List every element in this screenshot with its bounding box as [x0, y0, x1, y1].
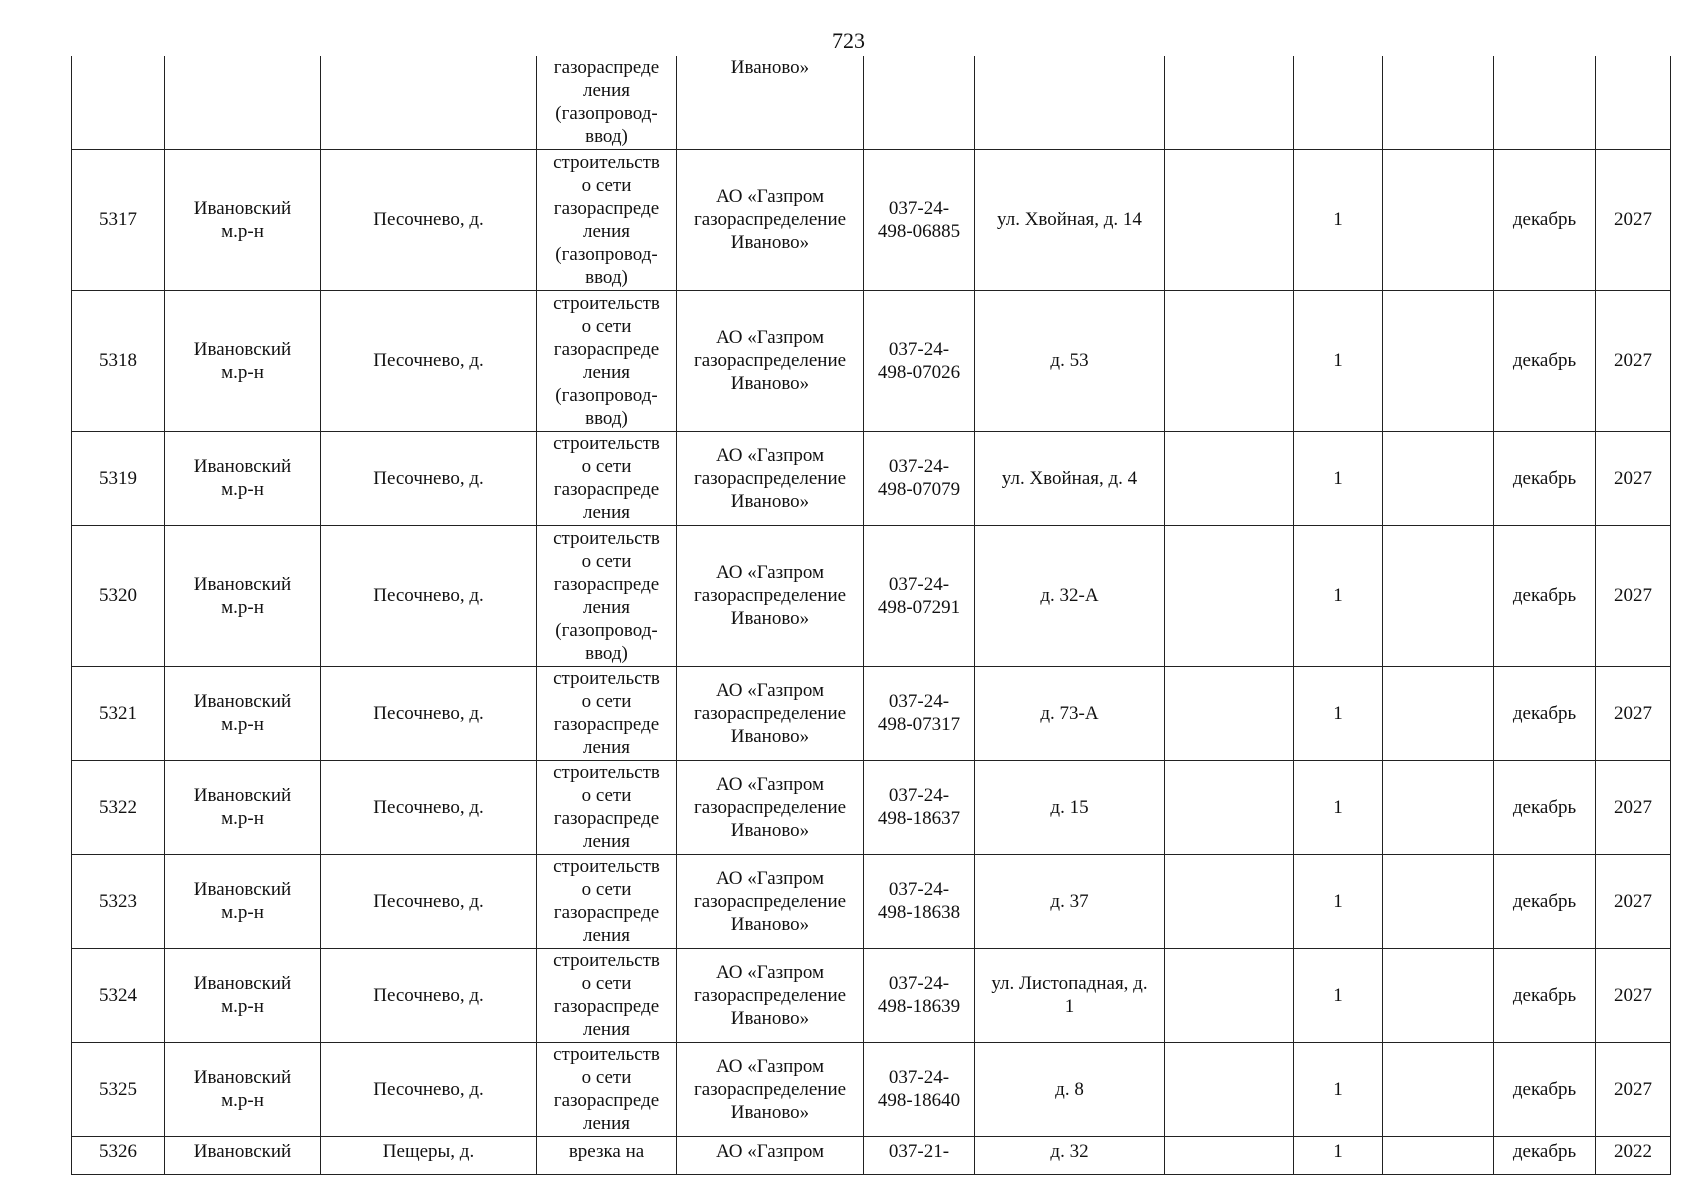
cell-empty-2: [1383, 666, 1494, 760]
cell-work-type: строительств о сети газораспреде ления: [537, 666, 677, 760]
cell-settlement: Песочнево, д.: [321, 666, 537, 760]
cell-settlement: Песочнево, д.: [321, 948, 537, 1042]
cell-empty-1: [1165, 525, 1294, 666]
cell-settlement: Песочнево, д.: [321, 149, 537, 290]
table-row: [72, 760, 1671, 854]
cell-code: 037-24- 498-18639: [864, 948, 975, 1042]
cell-month: декабрь: [1494, 948, 1596, 1042]
cell-code: 037-24- 498-07317: [864, 666, 975, 760]
cell-empty-2: [1383, 431, 1494, 525]
cell-organization: АО «Газпром: [677, 1136, 864, 1174]
cell-qty: 1: [1294, 948, 1383, 1042]
cell-settlement: Песочнево, д.: [321, 854, 537, 948]
cell-qty: 1: [1294, 1136, 1383, 1174]
cell-address: д. 37: [975, 854, 1165, 948]
cell-work-type: строительств о сети газораспреде ления: [537, 854, 677, 948]
cell-num: 5324: [72, 948, 165, 1042]
cell-qty: 1: [1294, 760, 1383, 854]
cell-empty-1: [1165, 1042, 1294, 1136]
cell-work-type: строительств о сети газораспреде ления: [537, 760, 677, 854]
cell-num: 5320: [72, 525, 165, 666]
cell-month: декабрь: [1494, 1136, 1596, 1174]
cell-empty-2: [1383, 948, 1494, 1042]
cell-settlement: Песочнево, д.: [321, 290, 537, 431]
cell-district: Ивановский м.р-н: [165, 290, 321, 431]
cell-year: 2027: [1596, 760, 1671, 854]
cell-qty: 1: [1294, 854, 1383, 948]
table-row: [72, 854, 1671, 948]
cell-num: 5323: [72, 854, 165, 948]
cell-work-type: строительств о сети газораспреде ления: [537, 948, 677, 1042]
cell-district: Ивановский м.р-н: [165, 1042, 321, 1136]
cell-qty: 1: [1294, 431, 1383, 525]
table-row: [72, 1042, 1671, 1136]
cell-month: декабрь: [1494, 760, 1596, 854]
cell-district: Ивановский м.р-н: [165, 431, 321, 525]
cell-year: 2027: [1596, 525, 1671, 666]
cell-work-type: врезка на: [537, 1136, 677, 1174]
cell-month: декабрь: [1494, 149, 1596, 290]
cell-empty-1: [1165, 948, 1294, 1042]
cell-year: 2027: [1596, 854, 1671, 948]
cell-qty: [1294, 56, 1383, 149]
cell-empty-1: [1165, 854, 1294, 948]
table-row: [72, 290, 1671, 431]
cell-empty-1: [1165, 56, 1294, 149]
cell-code: 037-24- 498-06885: [864, 149, 975, 290]
cell-empty-1: [1165, 760, 1294, 854]
cell-code: 037-24- 498-18637: [864, 760, 975, 854]
cell-settlement: Песочнево, д.: [321, 525, 537, 666]
cell-settlement: Песочнево, д.: [321, 431, 537, 525]
cell-district: Ивановский м.р-н: [165, 525, 321, 666]
cell-work-type: строительств о сети газораспреде ления: [537, 431, 677, 525]
cell-address: ул. Листопадная, д. 1: [975, 948, 1165, 1042]
cell-num: 5325: [72, 1042, 165, 1136]
cell-month: декабрь: [1494, 1042, 1596, 1136]
table-row: [72, 431, 1671, 525]
cell-district: Ивановский м.р-н: [165, 149, 321, 290]
cell-organization: АО «Газпром газораспределение Иваново»: [677, 149, 864, 290]
cell-empty-1: [1165, 149, 1294, 290]
cell-month: декабрь: [1494, 290, 1596, 431]
table-row: [72, 1136, 1671, 1174]
cell-empty-1: [1165, 666, 1294, 760]
cell-year: 2027: [1596, 666, 1671, 760]
cell-settlement: Пещеры, д.: [321, 1136, 537, 1174]
cell-num: 5326: [72, 1136, 165, 1174]
cell-empty-1: [1165, 290, 1294, 431]
cell-qty: 1: [1294, 666, 1383, 760]
cell-empty-1: [1165, 1136, 1294, 1174]
cell-district: Ивановский: [165, 1136, 321, 1174]
cell-year: 2027: [1596, 431, 1671, 525]
cell-empty-2: [1383, 56, 1494, 149]
cell-code: 037-24- 498-07079: [864, 431, 975, 525]
cell-district: Ивановский м.р-н: [165, 854, 321, 948]
cell-code: [864, 56, 975, 149]
cell-empty-2: [1383, 290, 1494, 431]
cell-organization: Иваново»: [677, 56, 864, 149]
cell-organization: АО «Газпром газораспределение Иваново»: [677, 948, 864, 1042]
cell-empty-2: [1383, 760, 1494, 854]
cell-address: ул. Хвойная, д. 14: [975, 149, 1165, 290]
page-number: 723: [832, 28, 865, 53]
cell-month: [1494, 56, 1596, 149]
gas-connection-table: [71, 56, 1671, 1175]
table-row: [72, 666, 1671, 760]
cell-num: 5318: [72, 290, 165, 431]
cell-address: д. 73-А: [975, 666, 1165, 760]
table-row-continued: [72, 56, 1671, 149]
cell-year: [1596, 56, 1671, 149]
cell-year: 2022: [1596, 1136, 1671, 1174]
cell-num: 5321: [72, 666, 165, 760]
cell-code: 037-24- 498-18640: [864, 1042, 975, 1136]
cell-work-type: газораспреде ления (газопровод- ввод): [537, 56, 677, 149]
cell-work-type: строительств о сети газораспреде ления (газопровод- ввод): [537, 525, 677, 666]
cell-num: 5317: [72, 149, 165, 290]
cell-year: 2027: [1596, 149, 1671, 290]
cell-qty: 1: [1294, 149, 1383, 290]
cell-num: 5322: [72, 760, 165, 854]
cell-qty: 1: [1294, 290, 1383, 431]
cell-empty-2: [1383, 1042, 1494, 1136]
cell-address: [975, 56, 1165, 149]
cell-district: Ивановский м.р-н: [165, 760, 321, 854]
cell-address: д. 8: [975, 1042, 1165, 1136]
cell-empty-1: [1165, 431, 1294, 525]
table-row: [72, 948, 1671, 1042]
cell-month: декабрь: [1494, 525, 1596, 666]
cell-empty-2: [1383, 525, 1494, 666]
cell-num: 5319: [72, 431, 165, 525]
cell-code: 037-21-: [864, 1136, 975, 1174]
cell-organization: АО «Газпром газораспределение Иваново»: [677, 760, 864, 854]
cell-work-type: строительств о сети газораспреде ления (газопровод- ввод): [537, 290, 677, 431]
cell-district: Ивановский м.р-н: [165, 948, 321, 1042]
cell-year: 2027: [1596, 1042, 1671, 1136]
cell-address: д. 32: [975, 1136, 1165, 1174]
cell-empty-2: [1383, 149, 1494, 290]
cell-district: [165, 56, 321, 149]
cell-organization: АО «Газпром газораспределение Иваново»: [677, 666, 864, 760]
cell-year: 2027: [1596, 948, 1671, 1042]
cell-num: [72, 56, 165, 149]
cell-empty-2: [1383, 854, 1494, 948]
cell-organization: АО «Газпром газораспределение Иваново»: [677, 854, 864, 948]
cell-organization: АО «Газпром газораспределение Иваново»: [677, 525, 864, 666]
cell-work-type: строительств о сети газораспреде ления: [537, 1042, 677, 1136]
cell-month: декабрь: [1494, 854, 1596, 948]
table-row: [72, 149, 1671, 290]
cell-address: ул. Хвойная, д. 4: [975, 431, 1165, 525]
cell-settlement: [321, 56, 537, 149]
cell-settlement: Песочнево, д.: [321, 1042, 537, 1136]
cell-month: декабрь: [1494, 431, 1596, 525]
cell-year: 2027: [1596, 290, 1671, 431]
cell-organization: АО «Газпром газораспределение Иваново»: [677, 290, 864, 431]
cell-organization: АО «Газпром газораспределение Иваново»: [677, 1042, 864, 1136]
cell-address: д. 32-А: [975, 525, 1165, 666]
cell-code: 037-24- 498-07026: [864, 290, 975, 431]
cell-qty: 1: [1294, 1042, 1383, 1136]
cell-empty-2: [1383, 1136, 1494, 1174]
cell-work-type: строительств о сети газораспреде ления (газопровод- ввод): [537, 149, 677, 290]
table-row: [72, 525, 1671, 666]
cell-organization: АО «Газпром газораспределение Иваново»: [677, 431, 864, 525]
cell-qty: 1: [1294, 525, 1383, 666]
cell-month: декабрь: [1494, 666, 1596, 760]
cell-address: д. 53: [975, 290, 1165, 431]
cell-address: д. 15: [975, 760, 1165, 854]
cell-district: Ивановский м.р-н: [165, 666, 321, 760]
cell-code: 037-24- 498-18638: [864, 854, 975, 948]
cell-code: 037-24- 498-07291: [864, 525, 975, 666]
cell-settlement: Песочнево, д.: [321, 760, 537, 854]
